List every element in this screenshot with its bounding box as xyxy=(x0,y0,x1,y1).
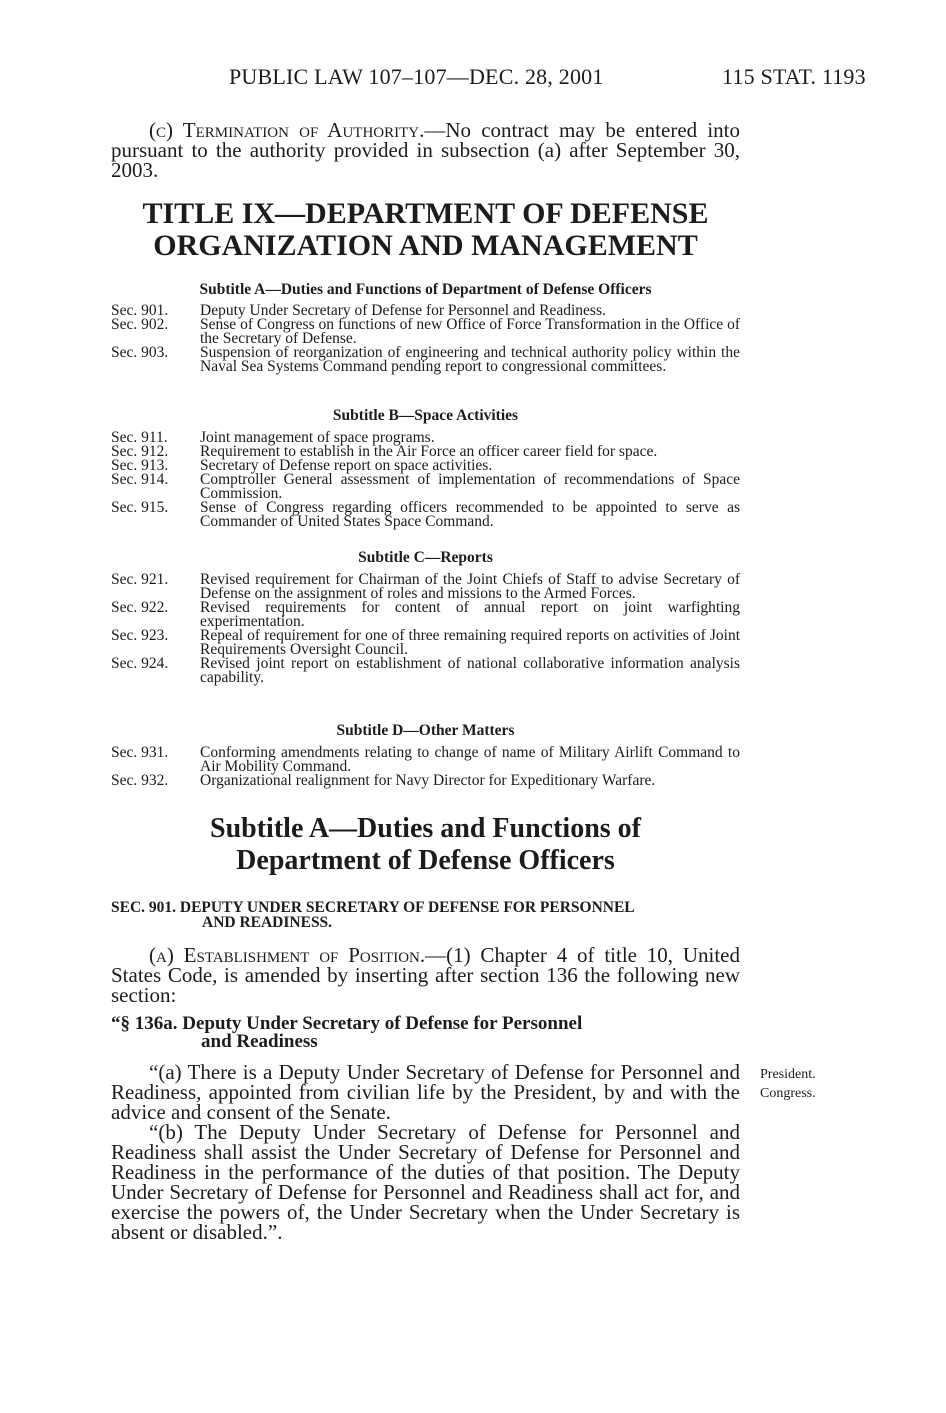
toc-subtitle-heading: Subtitle A—Duties and Functions of Department of Defense Officers xyxy=(199,281,652,298)
subtitle-a-heading xyxy=(111,813,740,877)
section-901-heading-line2: AND READINESS. xyxy=(202,914,333,931)
toc-sec-number: Sec. 912. xyxy=(111,443,169,460)
title-ix-heading xyxy=(111,198,740,262)
toc-sec-number: Sec. 931. xyxy=(111,744,169,761)
toc-sec-number: Sec. 932. xyxy=(111,772,169,789)
subtitle-a-line2: Department of Defense Officers xyxy=(236,845,615,876)
para-a-label: (a) Establishment of Position. xyxy=(149,943,426,967)
section-901-heading-line1: SEC. 901. DEPUTY UNDER SECRETARY OF DEFENSE FOR PERSONNEL xyxy=(111,899,635,916)
new-section-line2: and Readiness xyxy=(201,1031,318,1052)
title-ix-line2: ORGANIZATION AND MANAGEMENT xyxy=(153,229,698,262)
toc-sec-title: Deputy Under Secretary of Defense for Personnel and Readiness. xyxy=(200,302,606,319)
section-901-heading xyxy=(111,900,740,930)
termination-paragraph xyxy=(111,120,740,180)
toc-sec-title: Secretary of Defense report on space activities. xyxy=(200,457,493,474)
page-stat: 115 STAT. 1193 xyxy=(722,64,866,89)
toc-sec-number: Sec. 915. xyxy=(111,499,169,516)
para-a-text: —(1) Chapter 4 of title 10, United States Code, is amended by inserting after section 136 the following new section: xyxy=(111,943,740,1007)
toc-item xyxy=(111,774,740,788)
toc-sec-number: Sec. 924. xyxy=(111,655,169,672)
toc-subtitle-heading: Subtitle D—Other Matters xyxy=(336,722,515,739)
toc-item xyxy=(111,473,740,501)
toc-subtitle-b xyxy=(111,409,740,529)
running-title: PUBLIC LAW 107–107—DEC. 28, 2001 xyxy=(229,64,604,89)
toc-item xyxy=(111,573,740,601)
toc-subtitle-d xyxy=(111,724,740,788)
toc-item xyxy=(111,346,740,374)
toc-sec-number: Sec. 902. xyxy=(111,316,169,333)
section-901-para-a xyxy=(111,945,740,1005)
toc-subtitle-a xyxy=(111,283,740,374)
toc-sec-title: Revised requirement for Chairman of the Joint Chiefs of Staff to advise Secretary of Defense on the assignment of roles and missions to the Armed Forces. xyxy=(200,571,740,602)
toc-sec-number: Sec. 923. xyxy=(111,627,169,644)
toc-sec-number: Sec. 922. xyxy=(111,599,169,616)
toc-sec-title: Repeal of requirement for one of three remaining required reports on activities of Joint Requirements Oversight Council. xyxy=(200,627,740,658)
toc-sec-title: Comptroller General assessment of implementation of recommendations of Space Commission. xyxy=(200,471,740,502)
toc-sec-title: Revised joint report on establishment of national collaborative information analysis capability. xyxy=(200,655,740,686)
toc-sec-title: Sense of Congress regarding officers recommended to be appointed to serve as Commander of United States Space Command. xyxy=(200,499,740,530)
toc-sec-title: Organizational realignment for Navy Director for Expeditionary Warfare. xyxy=(200,772,656,789)
subsection-b: “(b) The Deputy Under Secretary of Defense for Personnel and Readiness shall assist the Under Secretary of Defense for Personnel and Readiness in the performance of the duties of that position. The Deputy Under Secretary of Defense for Personnel and Readiness shall act for, and exercise the powers of, the Under Secretary when the Under Secretary is absent or disabled.”. xyxy=(111,1120,740,1244)
toc-subtitle-c xyxy=(111,551,740,685)
margin-note-congress: Congress. xyxy=(760,1086,816,1101)
termination-label: (c) Termination of Authority. xyxy=(149,118,425,142)
toc-item xyxy=(111,318,740,346)
subtitle-a-line1: Subtitle A—Duties and Functions of xyxy=(210,813,641,844)
toc-sec-title: Requirement to establish in the Air Force an officer career field for space. xyxy=(200,443,658,460)
toc-item xyxy=(111,501,740,529)
toc-subtitle-heading: Subtitle C—Reports xyxy=(358,549,493,566)
toc-item xyxy=(111,629,740,657)
termination-text: —No contract may be entered into pursuant to the authority provided in subsection (a) after September 30, 2003. xyxy=(111,118,740,182)
toc-sec-number: Sec. 914. xyxy=(111,471,169,488)
toc-sec-title: Conforming amendments relating to change of name of Military Airlift Command to Air Mobility Command. xyxy=(200,744,740,775)
toc-sec-number: Sec. 901. xyxy=(111,302,169,319)
subsection-a: “(a) There is a Deputy Under Secretary of Defense for Personnel and Readiness, appointed from civilian life by the President, by and with the advice and consent of the Senate. xyxy=(111,1060,740,1124)
new-section-136a-heading xyxy=(111,1015,740,1051)
toc-sec-title: Joint management of space programs. xyxy=(200,429,435,446)
title-ix-line1: TITLE IX—DEPARTMENT OF DEFENSE xyxy=(142,197,709,230)
toc-item xyxy=(111,601,740,629)
toc-sec-number: Sec. 921. xyxy=(111,571,169,588)
toc-sec-title: Revised requirements for content of annual report on joint warfighting experimentation. xyxy=(200,599,740,630)
toc-sec-title: Suspension of reorganization of engineering and technical authority policy within the Naval Sea Systems Command pending report to congressional committees. xyxy=(200,344,740,375)
toc-sec-number: Sec. 913. xyxy=(111,457,169,474)
toc-sec-title: Sense of Congress on functions of new Office of Force Transformation in the Office of the Secretary of Defense. xyxy=(200,316,740,347)
toc-item xyxy=(111,746,740,774)
toc-sec-number: Sec. 903. xyxy=(111,344,169,361)
toc-sec-number: Sec. 911. xyxy=(111,429,168,446)
toc-subtitle-heading: Subtitle B—Space Activities xyxy=(332,407,519,424)
margin-note-president: President. xyxy=(760,1067,816,1082)
toc-item xyxy=(111,657,740,685)
new-section-line1: “§ 136a. Deputy Under Secretary of Defense for Personnel xyxy=(111,1013,583,1034)
